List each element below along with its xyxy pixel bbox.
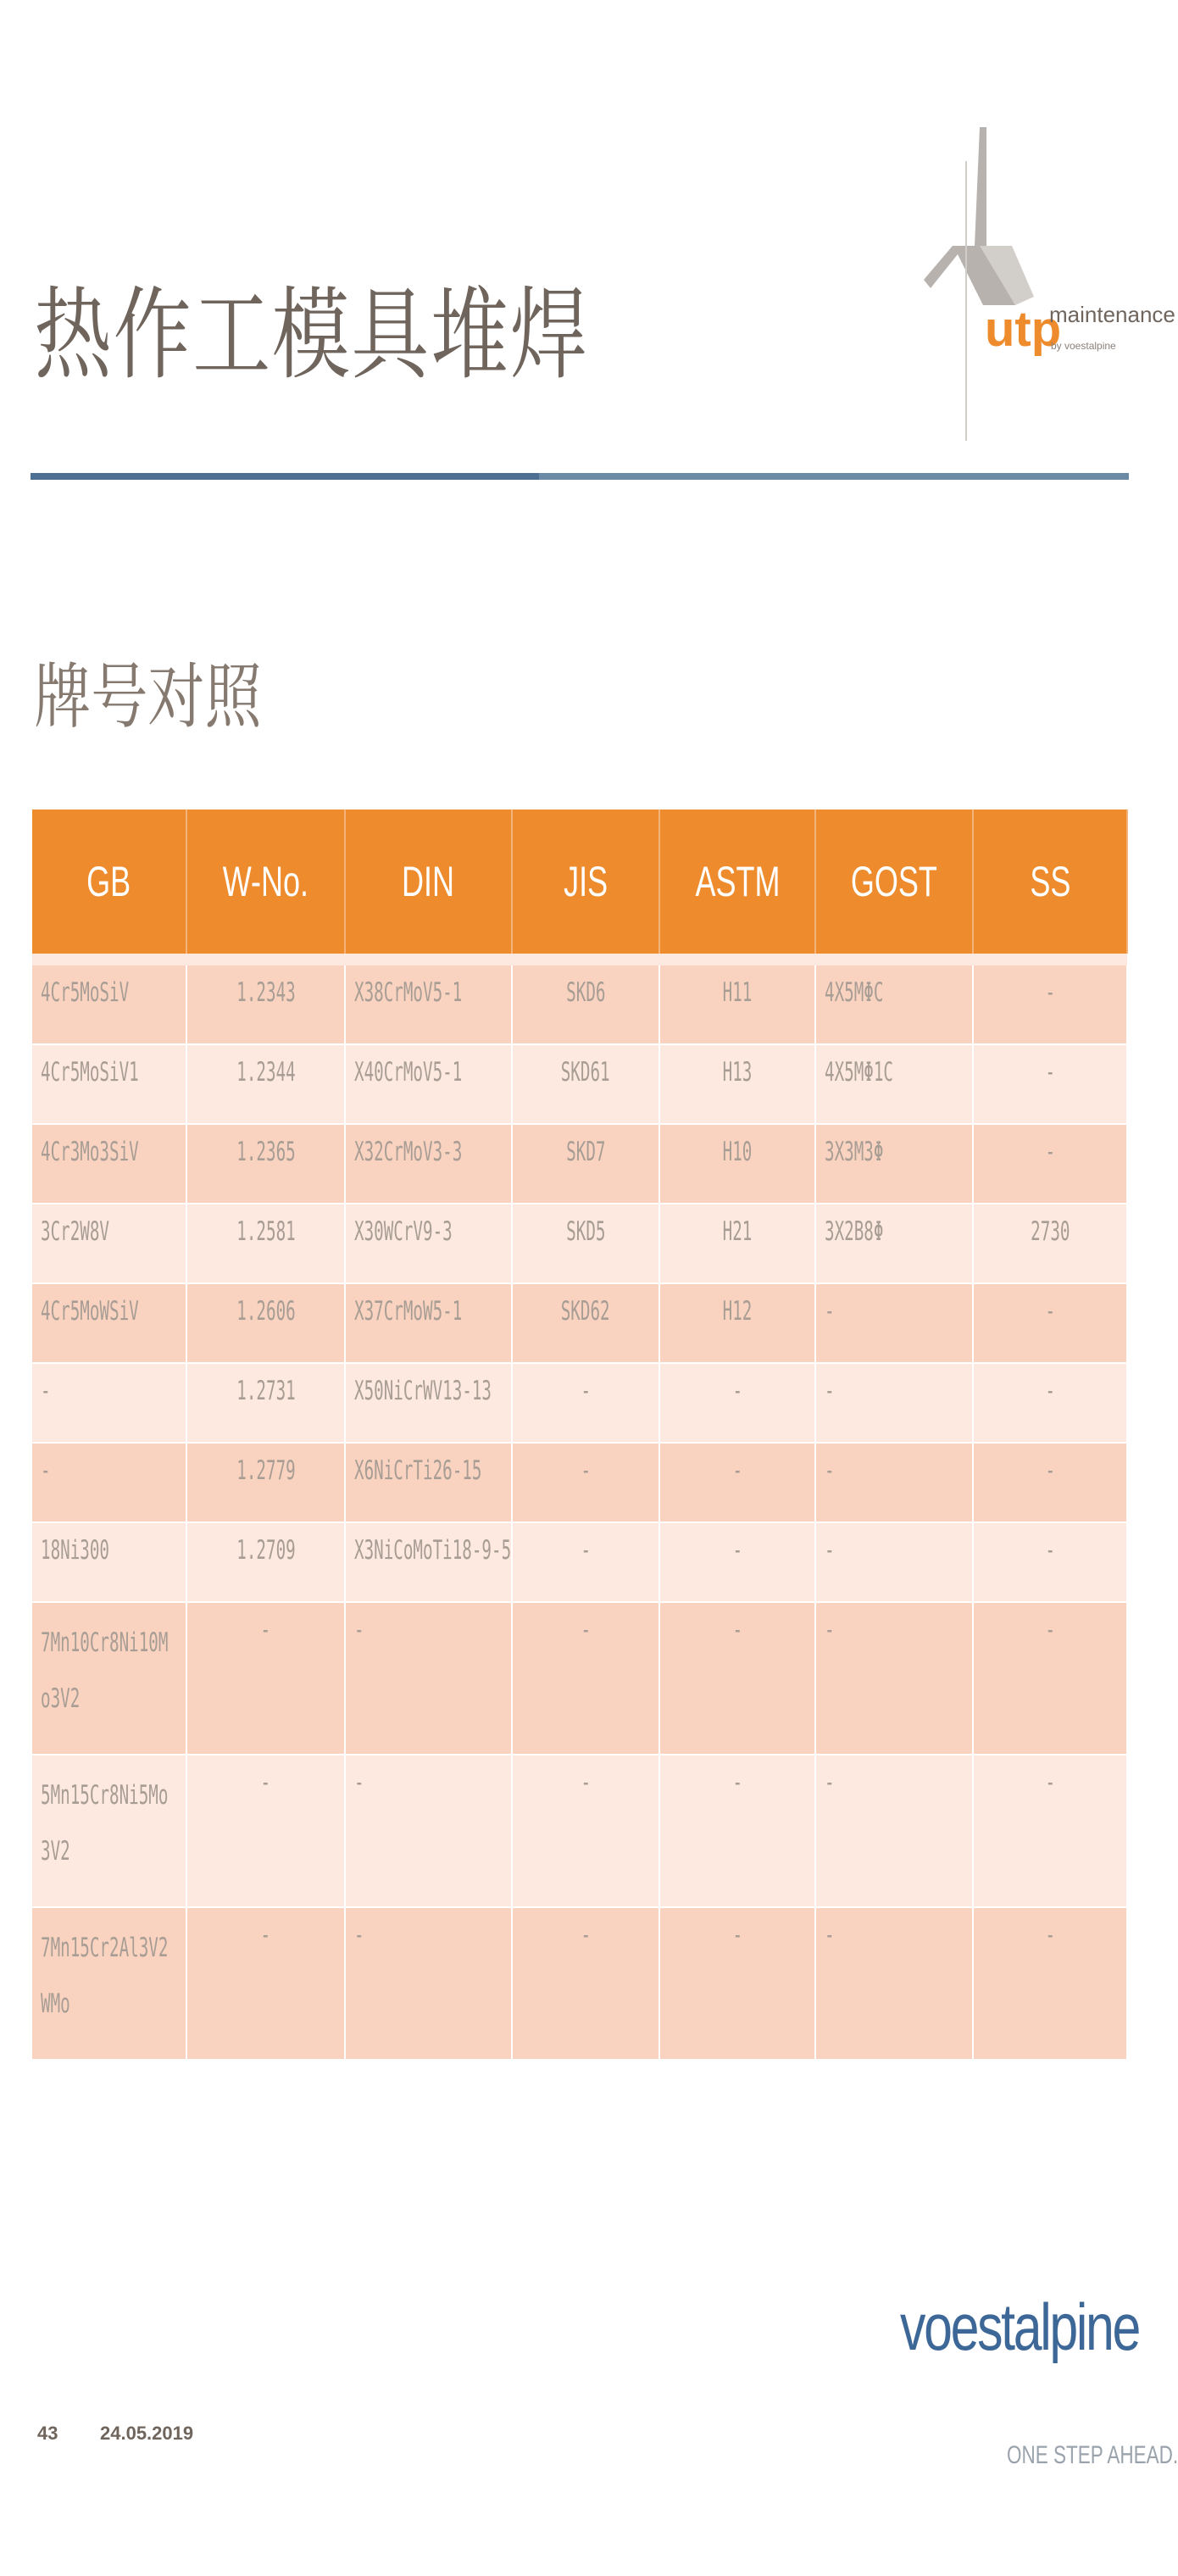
table-cell: SKD7 xyxy=(512,1124,659,1204)
table-cell: - xyxy=(512,1907,659,2060)
table-cell: - xyxy=(815,1443,973,1522)
table-row xyxy=(32,1283,1127,1363)
logo-maintenance-text: maintenance xyxy=(1049,302,1175,327)
table-cell: - xyxy=(815,1522,973,1602)
table-cell: 1.2344 xyxy=(186,1044,345,1124)
table-cell: - xyxy=(345,1907,512,2060)
table-row xyxy=(32,1363,1127,1443)
table-cell: X40CrMoV5-1 xyxy=(345,1044,512,1124)
table-cell: - xyxy=(973,1755,1127,1907)
table-cell: X37CrMoW5-1 xyxy=(345,1283,512,1363)
header-jis: JIS xyxy=(512,810,659,954)
table-cell: - xyxy=(973,1124,1127,1204)
table-row xyxy=(32,1522,1127,1602)
header-w-no: W-No. xyxy=(186,810,345,954)
table-cell: 1.2343 xyxy=(186,965,345,1044)
table-cell: - xyxy=(659,1755,815,1907)
table-cell: - xyxy=(186,1755,345,1907)
table-header-row xyxy=(32,810,1127,954)
table-cell: 4Cr5MoSiV xyxy=(32,965,186,1044)
table-cell: - xyxy=(973,1522,1127,1602)
table-cell: - xyxy=(186,1907,345,2060)
table-cell: - xyxy=(973,965,1127,1044)
table-cell: X50NiCrWV13-13 xyxy=(345,1363,512,1443)
table-cell: - xyxy=(659,1907,815,2060)
table-cell: X6NiCrTi26-15 xyxy=(345,1443,512,1522)
header-din: DIN xyxy=(345,810,512,954)
table-cell: - xyxy=(973,1443,1127,1522)
header-ss: SS xyxy=(973,810,1127,954)
table-row xyxy=(32,1204,1127,1283)
table-row xyxy=(32,965,1127,1044)
table-cell: H11 xyxy=(659,965,815,1044)
table-cell: - xyxy=(32,1363,186,1443)
slide-title: 热作工模具堆焊 xyxy=(34,276,590,393)
table-cell: 1.2606 xyxy=(186,1283,345,1363)
table-cell: 1.2709 xyxy=(186,1522,345,1602)
table-cell: 5Mn15Cr8Ni5Mo3V2 xyxy=(32,1755,186,1907)
utp-maintenance-logo xyxy=(924,127,1175,441)
table-cell: 1.2731 xyxy=(186,1363,345,1443)
table-cell: - xyxy=(345,1755,512,1907)
logo-by-text: by voestalpine xyxy=(1051,340,1116,352)
table-cell: - xyxy=(659,1602,815,1755)
table-row xyxy=(32,1443,1127,1522)
table-cell: - xyxy=(32,1443,186,1522)
table-cell: 4Cr3Mo3SiV xyxy=(32,1124,186,1204)
table-cell: - xyxy=(512,1443,659,1522)
table-cell: H10 xyxy=(659,1124,815,1204)
table-cell: 2730 xyxy=(973,1204,1127,1283)
table-cell: - xyxy=(815,1283,973,1363)
table-cell: 1.2779 xyxy=(186,1443,345,1522)
table-cell: 3Cr2W8V xyxy=(32,1204,186,1283)
table-cell: - xyxy=(345,1602,512,1755)
table-cell: - xyxy=(659,1522,815,1602)
table-cell: 1.2365 xyxy=(186,1124,345,1204)
table-cell: - xyxy=(512,1522,659,1602)
table-cell: - xyxy=(815,1755,973,1907)
table-cell: X3NiCoMoTi18-9-5 xyxy=(345,1522,512,1602)
table-cell: 4X5MΦ1C xyxy=(815,1044,973,1124)
table-cell: SKD62 xyxy=(512,1283,659,1363)
table-cell: X32CrMoV3-3 xyxy=(345,1124,512,1204)
footer-date: 24.05.2019 xyxy=(100,2423,194,2444)
table-cell: - xyxy=(659,1363,815,1443)
table-cell: SKD61 xyxy=(512,1044,659,1124)
table-cell: - xyxy=(512,1602,659,1755)
table-cell: 4Cr5MoSiV1 xyxy=(32,1044,186,1124)
table-cell: 4Cr5MoWSiV xyxy=(32,1283,186,1363)
table-cell: 7Mn15Cr2Al3V2WMo xyxy=(32,1907,186,2060)
title-divider xyxy=(31,473,1129,480)
voestalpine-logo: voestalpine xyxy=(900,2289,1140,2364)
page-number: 43 xyxy=(37,2423,58,2444)
table-cell: 18Ni300 xyxy=(32,1522,186,1602)
table-cell: - xyxy=(815,1363,973,1443)
table-cell: - xyxy=(659,1443,815,1522)
header-gb: GB xyxy=(32,810,186,954)
table-cell: - xyxy=(815,1602,973,1755)
table-cell: - xyxy=(186,1602,345,1755)
table-cell: X38CrMoV5-1 xyxy=(345,965,512,1044)
header-gost: GOST xyxy=(815,810,973,954)
table-cell: - xyxy=(973,1602,1127,1755)
table-cell: H12 xyxy=(659,1283,815,1363)
table-cell: H13 xyxy=(659,1044,815,1124)
header-astm: ASTM xyxy=(659,810,815,954)
table-cell: SKD6 xyxy=(512,965,659,1044)
logo-utp-text: utp xyxy=(985,302,1062,357)
table-cell: H21 xyxy=(659,1204,815,1283)
table-row xyxy=(32,1907,1127,2060)
table-cell: 4X5MΦC xyxy=(815,965,973,1044)
table-cell: 3X2B8Φ xyxy=(815,1204,973,1283)
table-cell: - xyxy=(973,1907,1127,2060)
table-cell: - xyxy=(973,1044,1127,1124)
table-cell: 7Mn10Cr8Ni10Mo3V2 xyxy=(32,1602,186,1755)
table-cell: - xyxy=(815,1907,973,2060)
table-cell: - xyxy=(973,1363,1127,1443)
table-cell: - xyxy=(973,1283,1127,1363)
table-cell: 3X3M3Φ xyxy=(815,1124,973,1204)
table-row xyxy=(32,1044,1127,1124)
section-subtitle: 牌号对照 xyxy=(34,655,262,738)
table-row xyxy=(32,1602,1127,1755)
table-cell: - xyxy=(512,1363,659,1443)
table-cell: - xyxy=(512,1755,659,1907)
table-cell: X30WCrV9-3 xyxy=(345,1204,512,1283)
grade-comparison-table xyxy=(32,810,1128,2061)
table-cell: 1.2581 xyxy=(186,1204,345,1283)
table-cell: SKD5 xyxy=(512,1204,659,1283)
brand-tagline: ONE STEP AHEAD. xyxy=(1007,2441,1178,2469)
table-row xyxy=(32,1124,1127,1204)
table-row xyxy=(32,1755,1127,1907)
